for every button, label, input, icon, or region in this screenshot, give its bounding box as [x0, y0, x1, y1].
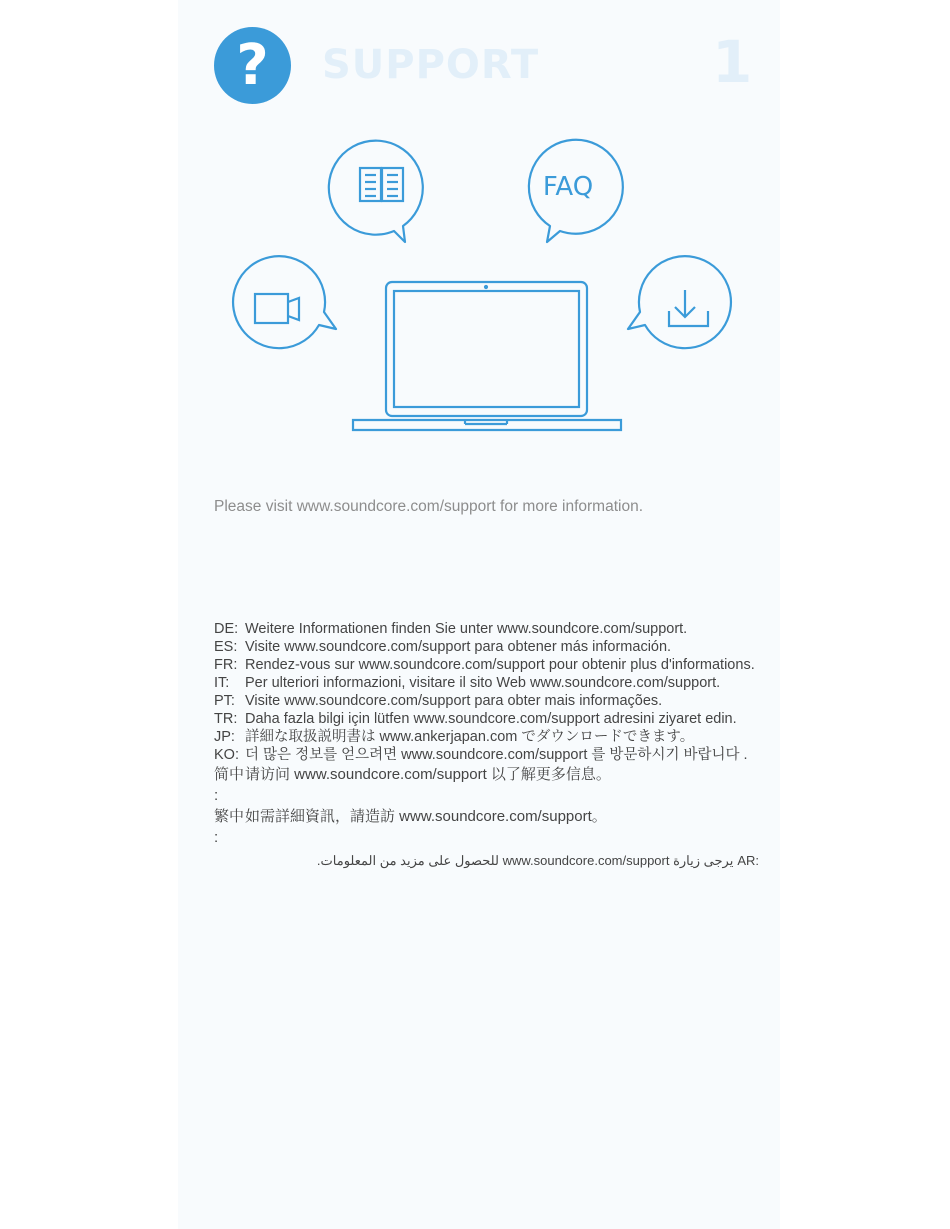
lang-text: Per ulteriori informazioni, visitare il sito Web www.soundcore.com/support.	[245, 675, 721, 691]
lang-text: Visite www.soundcore.com/support para obter mais informações.	[245, 693, 663, 709]
video-icon	[233, 256, 336, 348]
lang-text: Rendez-vous sur www.soundcore.com/support pour obtenir plus d'informations.	[245, 657, 755, 673]
faq-label: FAQ	[542, 172, 594, 202]
list-item	[214, 656, 759, 674]
lang-text: 请访问 www.soundcore.com/support 以了解更多信息。	[245, 766, 611, 783]
list-item	[214, 674, 759, 692]
lang-text: 詳細な取扱説明書は www.ankerjapan.com でダウンロードできます。	[245, 729, 695, 745]
list-item	[214, 620, 759, 638]
download-icon	[628, 256, 731, 348]
lang-text: Visite www.soundcore.com/support para obtener más información.	[245, 639, 672, 655]
lang-text: Weitere Informationen finden Sie unter www.soundcore.com/support.	[245, 621, 688, 637]
lang-text: يرجى زيارة www.soundcore.com/support للحصول على مزيد من المعلومات.	[316, 853, 734, 868]
help-glyph: ?	[236, 33, 269, 98]
list-item	[214, 850, 759, 872]
lang-code: KO:	[214, 747, 239, 763]
list-item	[214, 746, 759, 764]
lang-code: FR:	[214, 657, 238, 673]
list-item	[214, 710, 759, 728]
lang-code: JP:	[214, 729, 235, 745]
help-icon	[214, 27, 291, 104]
list-item	[214, 806, 759, 848]
page-number: 1	[712, 28, 753, 96]
page-title: SUPPORT	[322, 42, 540, 88]
translation-list	[214, 620, 759, 872]
lang-code: ES:	[214, 639, 238, 655]
laptop-icon	[353, 282, 621, 430]
list-item	[214, 728, 759, 746]
list-item	[214, 638, 759, 656]
lang-code: 简中 :	[214, 766, 245, 804]
lang-text: Daha fazla bilgi için lütfen www.soundcore.com/support adresini ziyaret edin.	[245, 711, 737, 727]
list-item	[214, 764, 759, 806]
lang-text: 더 많은 정보를 얻으려면 www.soundcore.com/support 를 방문하시기 바랍니다 .	[245, 747, 748, 763]
lang-code: IT:	[214, 675, 230, 691]
lang-code: 繁中 :	[214, 808, 245, 846]
intro-text: Please visit www.soundcore.com/support for more information.	[214, 498, 644, 515]
manual-icon	[329, 141, 423, 242]
lang-text: 如需詳細資訊，請造訪 www.soundcore.com/support。	[245, 808, 607, 825]
support-illustration	[225, 130, 745, 440]
lang-code: TR:	[214, 711, 238, 727]
list-item	[214, 692, 759, 710]
faq-icon	[529, 140, 623, 242]
lang-code: DE:	[214, 621, 239, 637]
lang-code: PT:	[214, 693, 235, 709]
lang-code: AR:	[737, 853, 759, 868]
